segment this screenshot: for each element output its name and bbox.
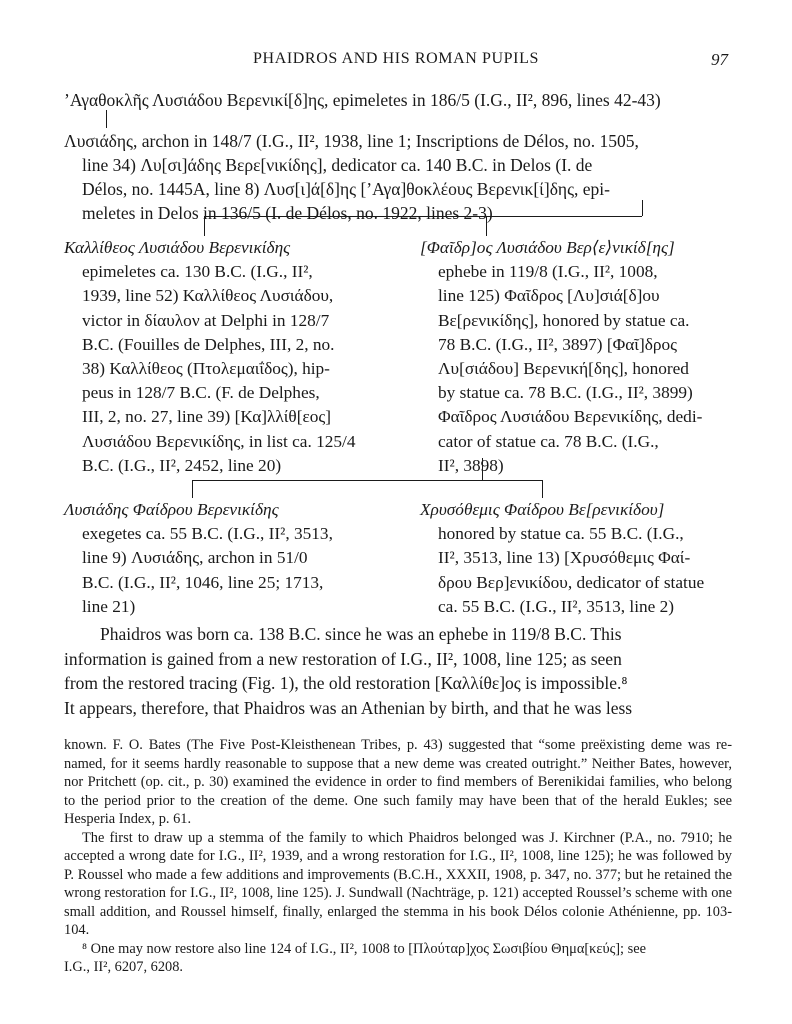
phaidros-name: [Φαῖδρ]ος Λυσιάδου Βερ⟨ε⟩νικίδ[ης] [420, 238, 675, 257]
phaidros-line: 78 B.C. (I.G., II², 3897) [Φαῖ]δρος [438, 334, 677, 354]
phaidros-line: cator of statue ca. 78 B.C. (I.G., [438, 431, 659, 451]
kallitheos-line: peus in 128/7 B.C. (F. de Delphes, [82, 383, 320, 403]
phaidros-line: by statue ca. 78 B.C. (I.G., II², 3899) [438, 383, 693, 403]
stemma-chrysothemis [420, 498, 750, 619]
kallitheos-line: B.C. (I.G., II², 2452, line 20) [82, 455, 282, 475]
stemma-lysiades-line-4: meletes in Delos in 136/5 (I. de Délos, no. 1922, lines 2-3) [82, 203, 493, 223]
running-head-title: PHAIDROS AND HIS ROMAN PUPILS [253, 50, 539, 67]
page-number: 97 [711, 50, 728, 69]
stemma-lysiades-line-1: Λυσιάδης, archon in 148/7 (I.G., II², 1938, line 1; Inscriptions de Délos, no. 1505, [64, 131, 639, 151]
kallitheos-line: 1939, line 52) Καλλίθεος Λυσιάδου, [82, 286, 334, 306]
lysiades-son-name: Λυσιάδης Φαίδρου Βερενικίδης [64, 500, 279, 519]
stemma-phaidros [420, 236, 740, 478]
chrysothemis-line: II², 3513, line 13) [Χρυσόθεμις Φαί- [438, 548, 691, 568]
stemma-connector [642, 200, 643, 216]
phaidros-line: Βε[ρενικίδης], honored by statue ca. [438, 310, 690, 330]
stemma-agathokles: ʼΑγαθοκλῆς Λυσιάδου Βερενικί[δ]ης, epimeletes in 186/5 (I.G., II², 896, lines 42-43) [64, 90, 661, 110]
stemma-connector [192, 480, 542, 481]
chrysothemis-name: Χρυσόθεμις Φαίδρου Βε[ρενικίδου] [420, 500, 665, 519]
phaidros-line: II², 3898) [438, 455, 504, 475]
chrysothemis-line: honored by statue ca. 55 B.C. (I.G., [438, 524, 684, 544]
stemma-connector [542, 480, 543, 498]
stemma-lysiades-son [64, 498, 384, 619]
body-paragraph [64, 622, 732, 720]
kallitheos-line: 38) Καλλίθεος (Πτολεμαιΐδος), hip- [82, 359, 330, 379]
stemma-lysiades-line-2: line 34) Λυ[σι]άδης Βερε[νικίδης], dedicator ca. 140 B.C. in Delos (I. de [82, 155, 593, 175]
stemma-connector [106, 110, 107, 128]
chrysothemis-line: δρου Βερ]ενικίδου, dedicator of statue [438, 572, 705, 592]
kallitheos-line: epimeletes ca. 130 B.C. (I.G., II², [82, 262, 313, 282]
stemma-lysiades-line-3: Délos, no. 1445A, line 8) Λυσ[ι]ά[δ]ης [ʼΑγα]θοκλέους Βερενικ[ί]δης, epi- [82, 179, 610, 199]
footnote-continuation: known. F. O. Bates (The Five Post-Kleisthenean Tribes, p. 43) suggested that “some preëxisting deme was re-named, for it seems hardly reasonable to suppose that a new deme was created outright.” Neither Bates, however, nor Pritchett (op. cit., p. 30) examined the evidence in order to find members of Berenikidai families, who belong to the period prior to the creation of the deme. One such family may have been that of the herald Eukles; see Hesperia Index, p. 61. [64, 737, 732, 827]
chrysothemis-line: ca. 55 B.C. (I.G., II², 3513, line 2) [438, 596, 675, 616]
stemma-connector [486, 216, 487, 236]
stemma-connector [192, 480, 193, 498]
lysiades-son-line: line 9) Λυσιάδης, archon in 51/0 [82, 548, 308, 568]
kallitheos-line: III, 2, no. 27, line 39) [Κα]λλίθ[εος] [82, 407, 331, 427]
stemma-kallitheos [64, 236, 364, 478]
phaidros-line: Λυ[σιάδου] Βερενική[δης], honored [438, 359, 689, 379]
footnote-stemma-history: The first to draw up a stemma of the family to which Phaidros belonged was J. Kirchner (P.A., no. 7910; he accepted a wrong date for I.G., II², 1939, and a wrong restoration for I.G., II², 1008, line 125); he was followed by P. Roussel who made a few additions and improvements (B.C.H., XXXII, 1908, p. 347, no. 377; but he retained the wrong restoration for I.G., II², 1008, line 125). J. Sundwall (Nachträge, p. 121) accepted Roussel’s scheme with one small addition, and Roussel himself, finally, enlarged the stemma in his book Délos colonie Athénienne, pp. 103-104. [64, 829, 732, 938]
kallitheos-name: Καλλίθεος Λυσιάδου Βερενικίδης [64, 238, 291, 257]
stemma-connector [204, 216, 642, 217]
lysiades-son-line: exegetes ca. 55 B.C. (I.G., II², 3513, [82, 524, 333, 544]
lysiades-son-line: B.C. (I.G., II², 1046, line 25; 1713, [82, 572, 324, 592]
body-line: from the restored tracing (Fig. 1), the old restoration [Καλλίθε]ος is impossible.⁸ [64, 673, 628, 693]
stemma-connector [204, 216, 205, 236]
lysiades-son-line: line 21) [82, 596, 136, 616]
body-line: It appears, therefore, that Phaidros was an Athenian by birth, and that he was less [64, 697, 633, 718]
kallitheos-line: victor in δίαυλον at Delphi in 128/7 [82, 310, 330, 330]
footnote-8-continuation: I.G., II², 6207, 6208. [64, 959, 184, 975]
phaidros-line: line 125) Φαῖδρος [Λυ]σιά[δ]ου [438, 286, 660, 306]
kallitheos-line: Λυσιάδου Βερενικίδης, in list ca. 125/4 [82, 431, 356, 451]
phaidros-line: Φαῖδρος Λυσιάδου Βερενικίδης, dedi- [438, 407, 703, 427]
stemma-connector [482, 458, 483, 480]
body-line: Phaidros was born ca. 138 B.C. since he was an ephebe in 119/8 B.C. This [100, 624, 622, 644]
footnote-8: ⁸ One may now restore also line 124 of I.G., II², 1008 to [Πλούταρ]χος Σωσιβίου Θημα[κεύς]; see [82, 940, 647, 957]
phaidros-line: ephebe in 119/8 (I.G., II², 1008, [438, 262, 658, 282]
footnotes [64, 736, 732, 977]
kallitheos-line: B.C. (Fouilles de Delphes, III, 2, no. [82, 334, 335, 354]
body-line: information is gained from a new restoration of I.G., II², 1008, line 125; as seen [64, 648, 622, 669]
